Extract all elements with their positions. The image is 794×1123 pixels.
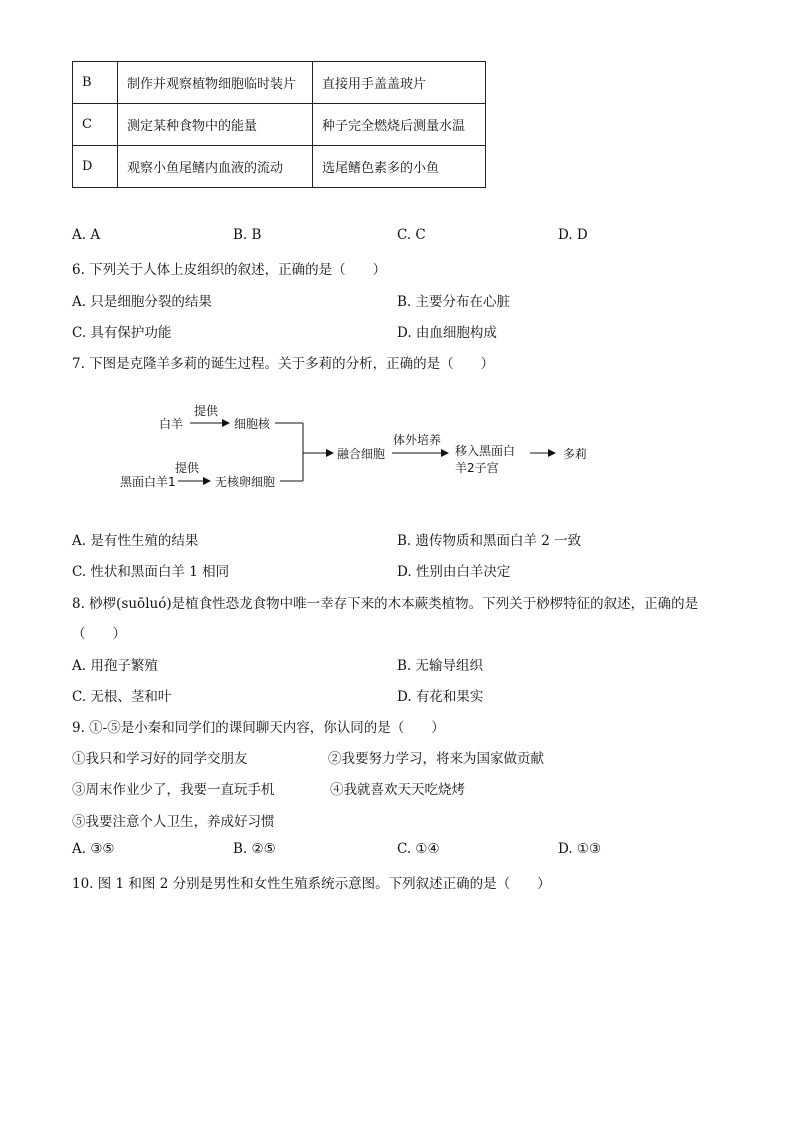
q9-statement-5: ⑤我要注意个人卫生，养成好习惯 — [72, 814, 275, 830]
table-cell: 选尾鳍色素多的小鱼 — [313, 146, 486, 188]
q9-stem: 9. ①-⑤是小秦和同学们的课间聊天内容，你认同的是（ ） — [72, 720, 445, 736]
q7-option-b: B. 遗传物质和黑面白羊 2 一致 — [397, 533, 582, 549]
q8-stem: 8. 桫椤(suōluó)是植食性恐龙食物中唯一幸存下来的木本蕨类植物。下列关于桫椤特征的叙述，正确的是 — [72, 596, 699, 612]
q9-statement-4: ④我就喜欢天天吃烧烤 — [330, 782, 465, 798]
q8-option-c: C. 无根、茎和叶 — [72, 689, 172, 705]
fused-cell-label: 融合细胞 — [337, 447, 386, 461]
table-row — [73, 146, 486, 188]
table-cell: 直接用手盖盖玻片 — [313, 62, 486, 104]
in-vitro-label: 体外培养 — [393, 433, 442, 447]
dolly-label: 多莉 — [563, 447, 588, 461]
table-cell: 观察小鱼尾鳍内血液的流动 — [118, 146, 313, 188]
table-cell: D — [73, 146, 118, 188]
nucleus-label: 细胞核 — [234, 417, 271, 431]
table-cell: 测定某种食物中的能量 — [118, 104, 313, 146]
table-cell: B — [73, 62, 118, 104]
table-row — [73, 104, 486, 146]
q9-statement-3: ③周末作业少了，我要一直玩手机 — [72, 782, 275, 798]
q10-stem: 10. 图 1 和图 2 分别是男性和女性生殖系统示意图。下列叙述正确的是（ ） — [72, 876, 551, 892]
table-row — [73, 62, 486, 104]
implant-label-line2: 羊2子宫 — [455, 461, 499, 475]
q7-stem: 7. 下图是克隆羊多莉的诞生过程。关于多莉的分析，正确的是（ ） — [72, 356, 495, 372]
cloning-diagram — [110, 395, 610, 500]
table-cell: 制作并观察植物细胞临时装片 — [118, 62, 313, 104]
q8-paren: （ ） — [72, 626, 126, 642]
black-sheep1-label: 黑面白羊1 — [120, 475, 176, 489]
provide-label-top: 提供 — [194, 404, 219, 418]
q9-option-a: A. ③⑤ — [72, 841, 115, 857]
q6-stem: 6. 下列关于人体上皮组织的叙述，正确的是（ ） — [72, 262, 387, 278]
q9-statement-2: ②我要努力学习，将来为国家做贡献 — [328, 751, 544, 767]
table-cell: C — [73, 104, 118, 146]
q8-option-d: D. 有花和果实 — [397, 689, 484, 705]
table-cell: 种子完全燃烧后测量水温 — [313, 104, 486, 146]
enucleated-egg-label: 无核卵细胞 — [215, 475, 276, 489]
q5-option-d: D. D — [558, 227, 588, 243]
q9-option-d: D. ①③ — [558, 841, 602, 857]
q5-option-a: A. A — [72, 227, 101, 243]
q9-option-b: B. ②⑤ — [233, 841, 276, 857]
experiment-table — [72, 61, 486, 188]
q6-option-d: D. 由血细胞构成 — [397, 325, 497, 341]
q7-option-c: C. 性状和黑面白羊 1 相同 — [72, 564, 230, 580]
q7-option-a: A. 是有性生殖的结果 — [72, 533, 199, 549]
q6-option-c: C. 具有保护功能 — [72, 325, 172, 341]
q9-option-c: C. ①④ — [397, 841, 440, 857]
q5-option-b: B. B — [233, 227, 262, 243]
provide-label-bottom: 提供 — [175, 461, 200, 475]
q6-option-a: A. 只是细胞分裂的结果 — [72, 294, 212, 310]
white-sheep-label: 白羊 — [159, 417, 184, 431]
q8-option-b: B. 无输导组织 — [397, 658, 484, 674]
q7-option-d: D. 性别由白羊决定 — [397, 564, 511, 580]
q5-option-c: C. C — [397, 227, 426, 243]
q9-statement-1: ①我只和学习好的同学交朋友 — [72, 751, 248, 767]
q6-option-b: B. 主要分布在心脏 — [397, 294, 511, 310]
implant-label-line1: 移入黑面白 — [455, 444, 516, 458]
q8-option-a: A. 用孢子繁殖 — [72, 658, 158, 674]
